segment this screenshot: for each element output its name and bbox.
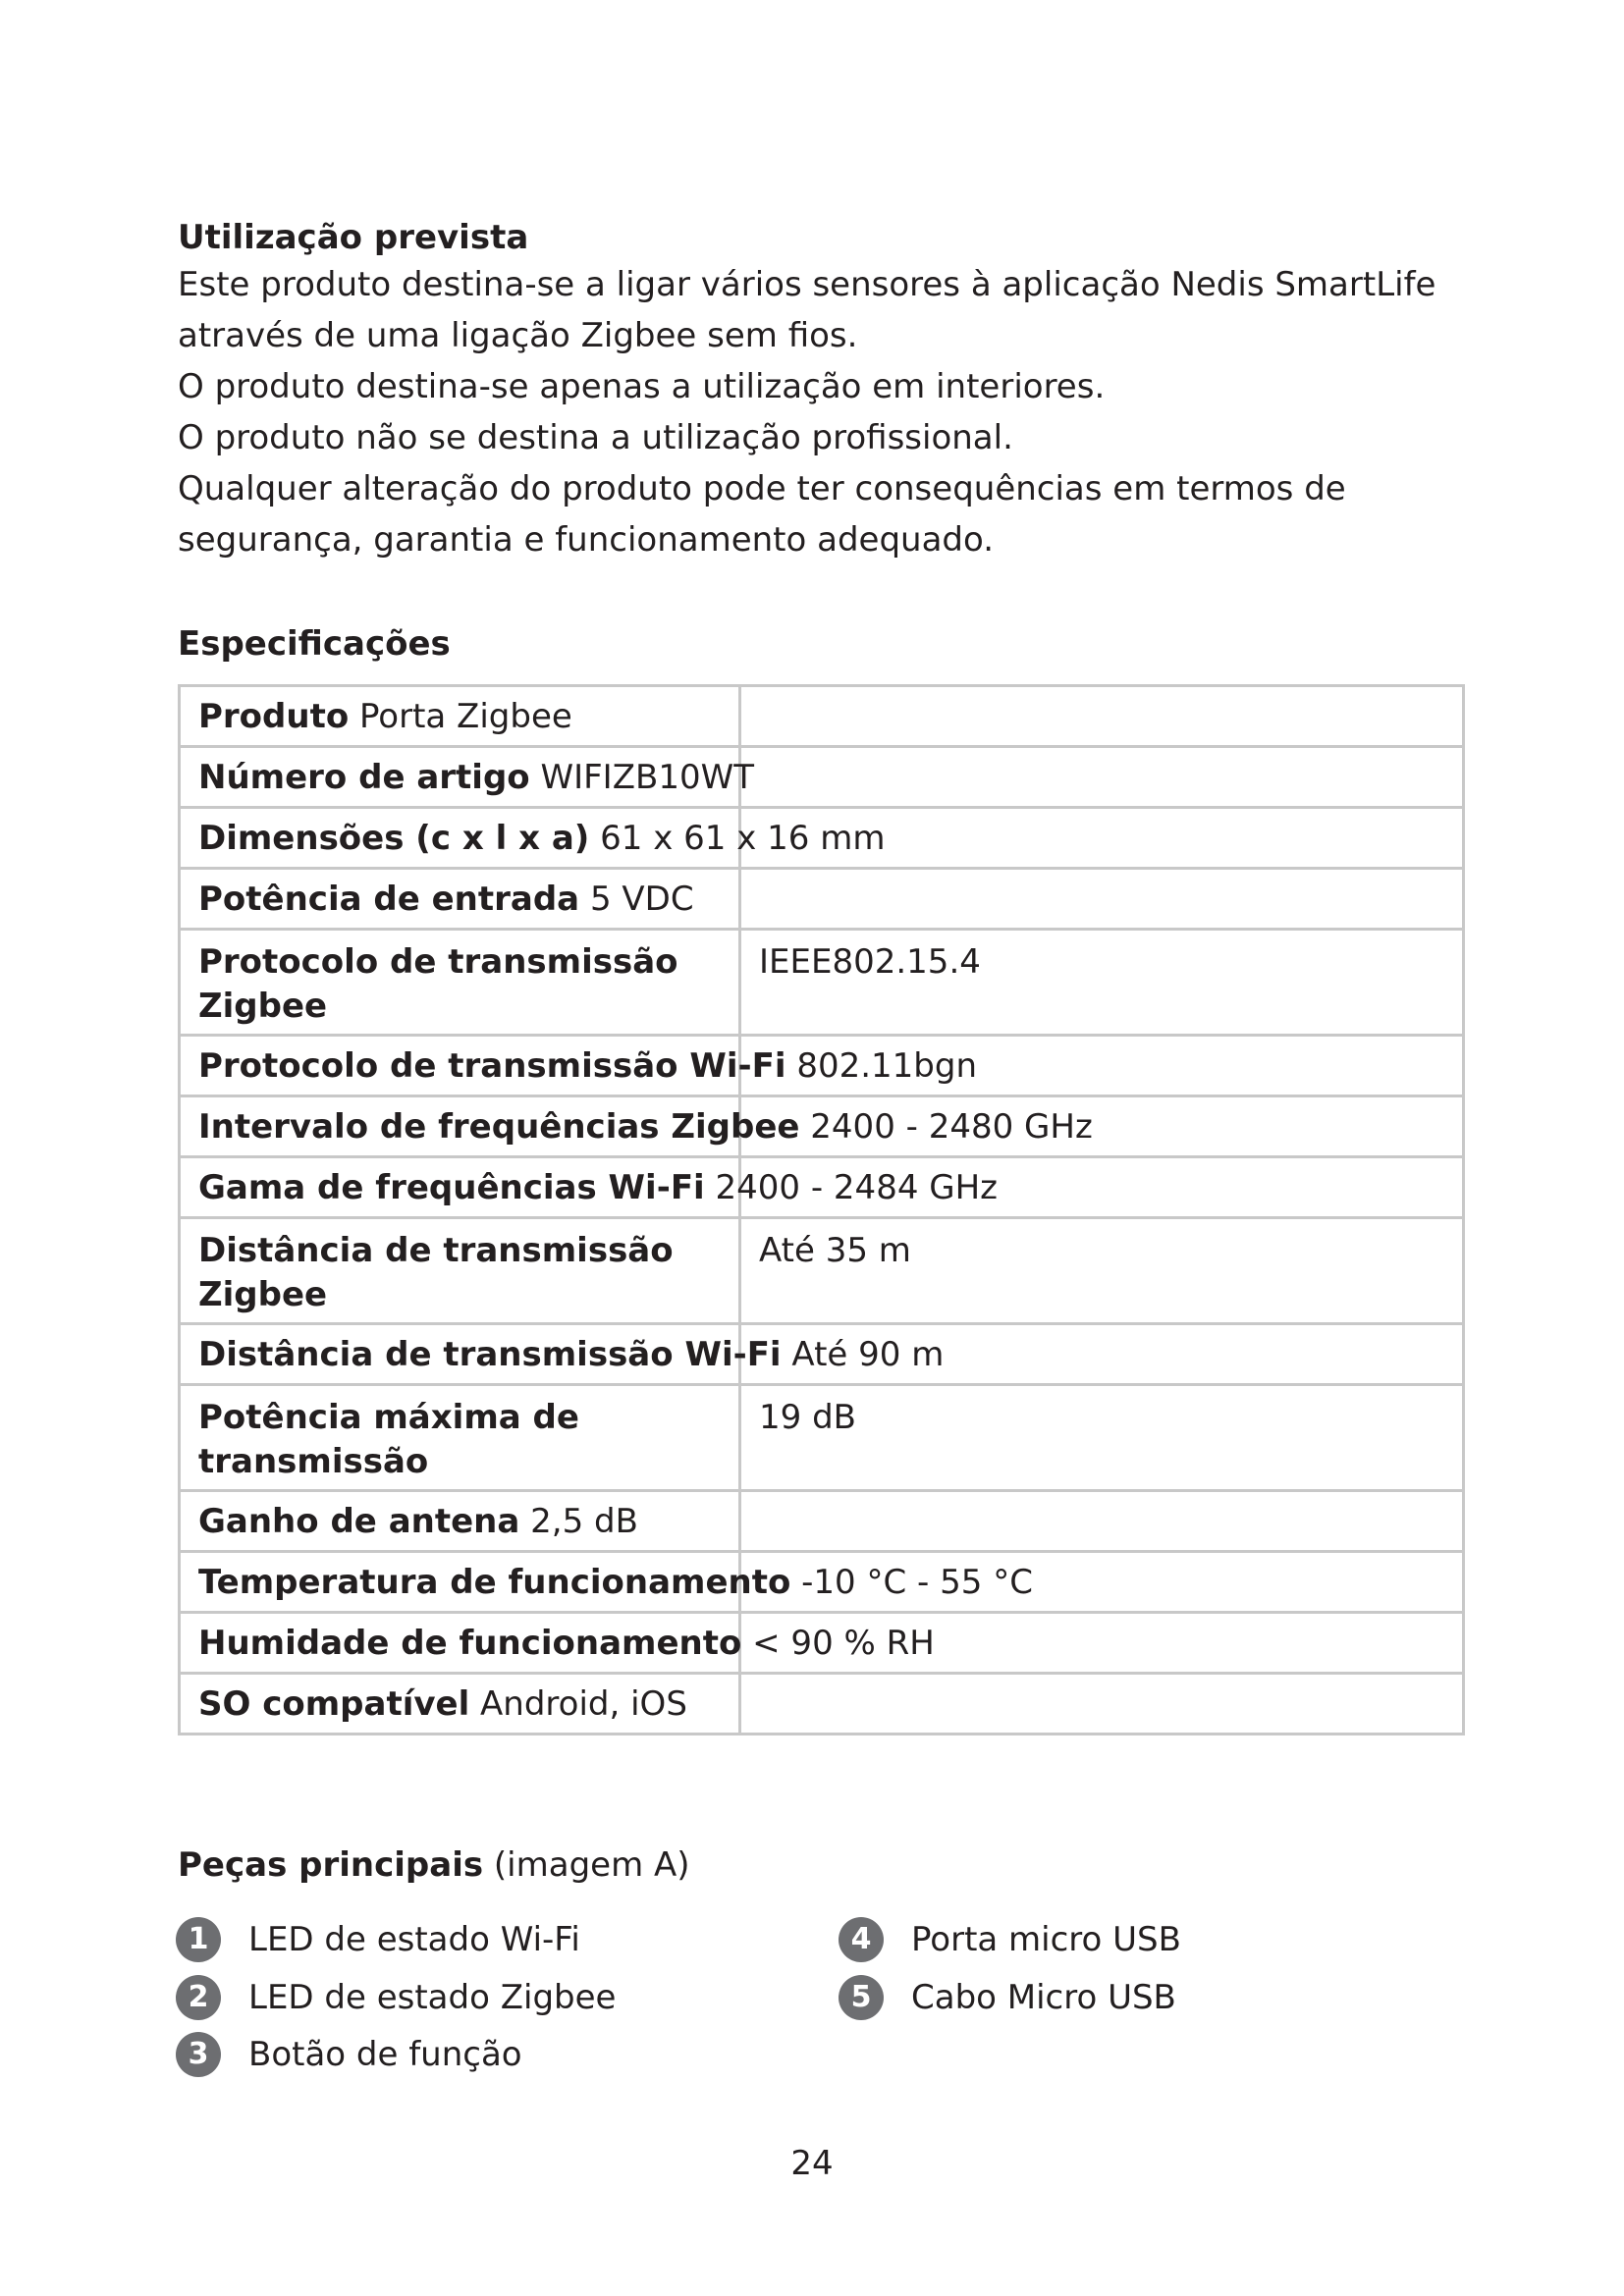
number-badge-icon: 1	[176, 1917, 221, 1962]
spec-value: 5 VDC	[589, 880, 694, 919]
table-row	[180, 1324, 1464, 1385]
intro-line: O produto destina-se apenas a utilização em interiores.	[178, 367, 1106, 406]
table-row	[180, 1552, 1464, 1613]
spec-cell	[740, 1324, 1464, 1385]
spec-value: Até 35 m	[759, 1231, 911, 1270]
spec-label: Potência de entrada	[198, 880, 580, 919]
number-badge-icon: 2	[176, 1975, 221, 2020]
spec-cell	[180, 869, 740, 930]
spec-value: 802.11bgn	[796, 1046, 978, 1086]
spec-cell	[180, 1324, 945, 1385]
specifications-table	[178, 684, 1465, 1735]
spec-cell	[740, 1613, 1464, 1674]
table-row	[180, 1674, 1464, 1735]
spec-value: -10 °C - 55 °C	[801, 1563, 1033, 1602]
spec-cell	[180, 930, 740, 1036]
spec-cell	[180, 1385, 740, 1491]
part-label: Porta micro USB	[911, 1920, 1181, 1959]
main-parts-suffix: (imagem A)	[493, 1845, 690, 1885]
spec-value: WIFIZB10WT	[540, 758, 754, 797]
spec-cell	[740, 1491, 1464, 1552]
spec-label: Intervalo de frequências Zigbee	[198, 1107, 800, 1147]
spec-label: Distância de transmissão Zigbee	[198, 1231, 674, 1314]
table-row	[180, 869, 1464, 930]
spec-cell	[740, 930, 1464, 1036]
part-label: LED de estado Wi-Fi	[248, 1920, 580, 1959]
intended-use-heading: Utilização prevista	[178, 218, 529, 257]
spec-label: SO compatível	[198, 1684, 470, 1724]
intended-use-text	[178, 259, 1484, 565]
part-item	[176, 2035, 522, 2074]
spec-value: 19 dB	[759, 1398, 856, 1437]
spec-label: Ganho de antena	[198, 1502, 520, 1541]
page-number: 24	[790, 2144, 834, 2183]
table-row	[180, 686, 1464, 747]
table-row	[180, 808, 1464, 869]
table-row	[180, 1385, 1464, 1491]
spec-cell	[740, 1036, 1464, 1096]
spec-cell	[740, 869, 1464, 930]
spec-label: Dimensões (c x l x a)	[198, 819, 590, 858]
spec-label: Gama de frequências Wi-Fi	[198, 1168, 705, 1207]
spec-label: Humidade de funcionamento	[198, 1624, 742, 1663]
number-badge-icon: 3	[176, 2032, 221, 2077]
spec-label: Distância de transmissão Wi-Fi	[198, 1335, 782, 1374]
number-badge-icon: 4	[839, 1917, 884, 1962]
spec-value: 61 x 61 x 16 mm	[600, 819, 886, 858]
specifications-heading: Especificações	[178, 624, 451, 664]
spec-cell	[740, 808, 1464, 869]
spec-cell	[180, 1552, 1033, 1613]
table-row	[180, 1613, 1464, 1674]
intro-line: O produto não se destina a utilização profissional.	[178, 418, 1013, 457]
part-item	[839, 1978, 1176, 2017]
spec-cell	[180, 1036, 978, 1096]
spec-cell	[740, 1096, 1464, 1157]
part-label: Cabo Micro USB	[911, 1978, 1176, 2017]
spec-cell	[740, 1218, 1464, 1324]
part-item	[176, 1978, 616, 2017]
table-row	[180, 1218, 1464, 1324]
part-label: LED de estado Zigbee	[248, 1978, 617, 2017]
spec-cell	[180, 1491, 740, 1552]
spec-value: IEEE802.15.4	[759, 942, 981, 982]
spec-value: 2400 - 2484 GHz	[715, 1168, 999, 1207]
spec-value: < 90 % RH	[752, 1624, 935, 1663]
part-item	[839, 1920, 1181, 1959]
spec-cell	[180, 1218, 740, 1324]
spec-cell	[180, 808, 886, 869]
spec-cell	[740, 686, 1464, 747]
spec-label: Protocolo de transmissão Zigbee	[198, 942, 678, 1026]
main-parts-title: Peças principais	[178, 1845, 484, 1885]
spec-value: 2,5 dB	[530, 1502, 638, 1541]
table-row	[180, 1157, 1464, 1218]
spec-cell	[740, 747, 1464, 808]
spec-label: Potência máxima de transmissão	[198, 1398, 579, 1481]
table-row	[180, 1036, 1464, 1096]
spec-label: Número de artigo	[198, 758, 530, 797]
number-badge-icon: 5	[839, 1975, 884, 2020]
spec-cell	[740, 1674, 1464, 1735]
spec-cell	[740, 1552, 1464, 1613]
intro-line: Este produto destina-se a ligar vários sensores à aplicação Nedis SmartLife	[178, 265, 1436, 304]
spec-label: Produto	[198, 697, 350, 736]
spec-value: 2400 - 2480 GHz	[810, 1107, 1093, 1147]
spec-cell	[180, 1096, 1093, 1157]
spec-cell	[180, 747, 754, 808]
spec-cell	[180, 1613, 935, 1674]
spec-label: Temperatura de funcionamento	[198, 1563, 791, 1602]
spec-label: Protocolo de transmissão Wi-Fi	[198, 1046, 786, 1086]
spec-cell	[740, 1157, 1464, 1218]
spec-cell	[740, 1385, 1464, 1491]
part-item	[176, 1920, 580, 1959]
intro-line: segurança, garantia e funcionamento adequado.	[178, 520, 995, 560]
part-label: Botão de função	[248, 2035, 522, 2074]
main-parts-heading	[178, 1845, 690, 1885]
spec-value: Porta Zigbee	[359, 697, 572, 736]
table-row	[180, 1491, 1464, 1552]
spec-value: Android, iOS	[480, 1684, 687, 1724]
intro-line: Qualquer alteração do produto pode ter consequências em termos de	[178, 469, 1346, 508]
intro-line: através de uma ligação Zigbee sem fios.	[178, 316, 858, 355]
table-row	[180, 747, 1464, 808]
spec-cell	[180, 686, 740, 747]
spec-cell	[180, 1674, 740, 1735]
table-row	[180, 1096, 1464, 1157]
spec-value: Até 90 m	[791, 1335, 945, 1374]
spec-cell	[180, 1157, 999, 1218]
table-row	[180, 930, 1464, 1036]
